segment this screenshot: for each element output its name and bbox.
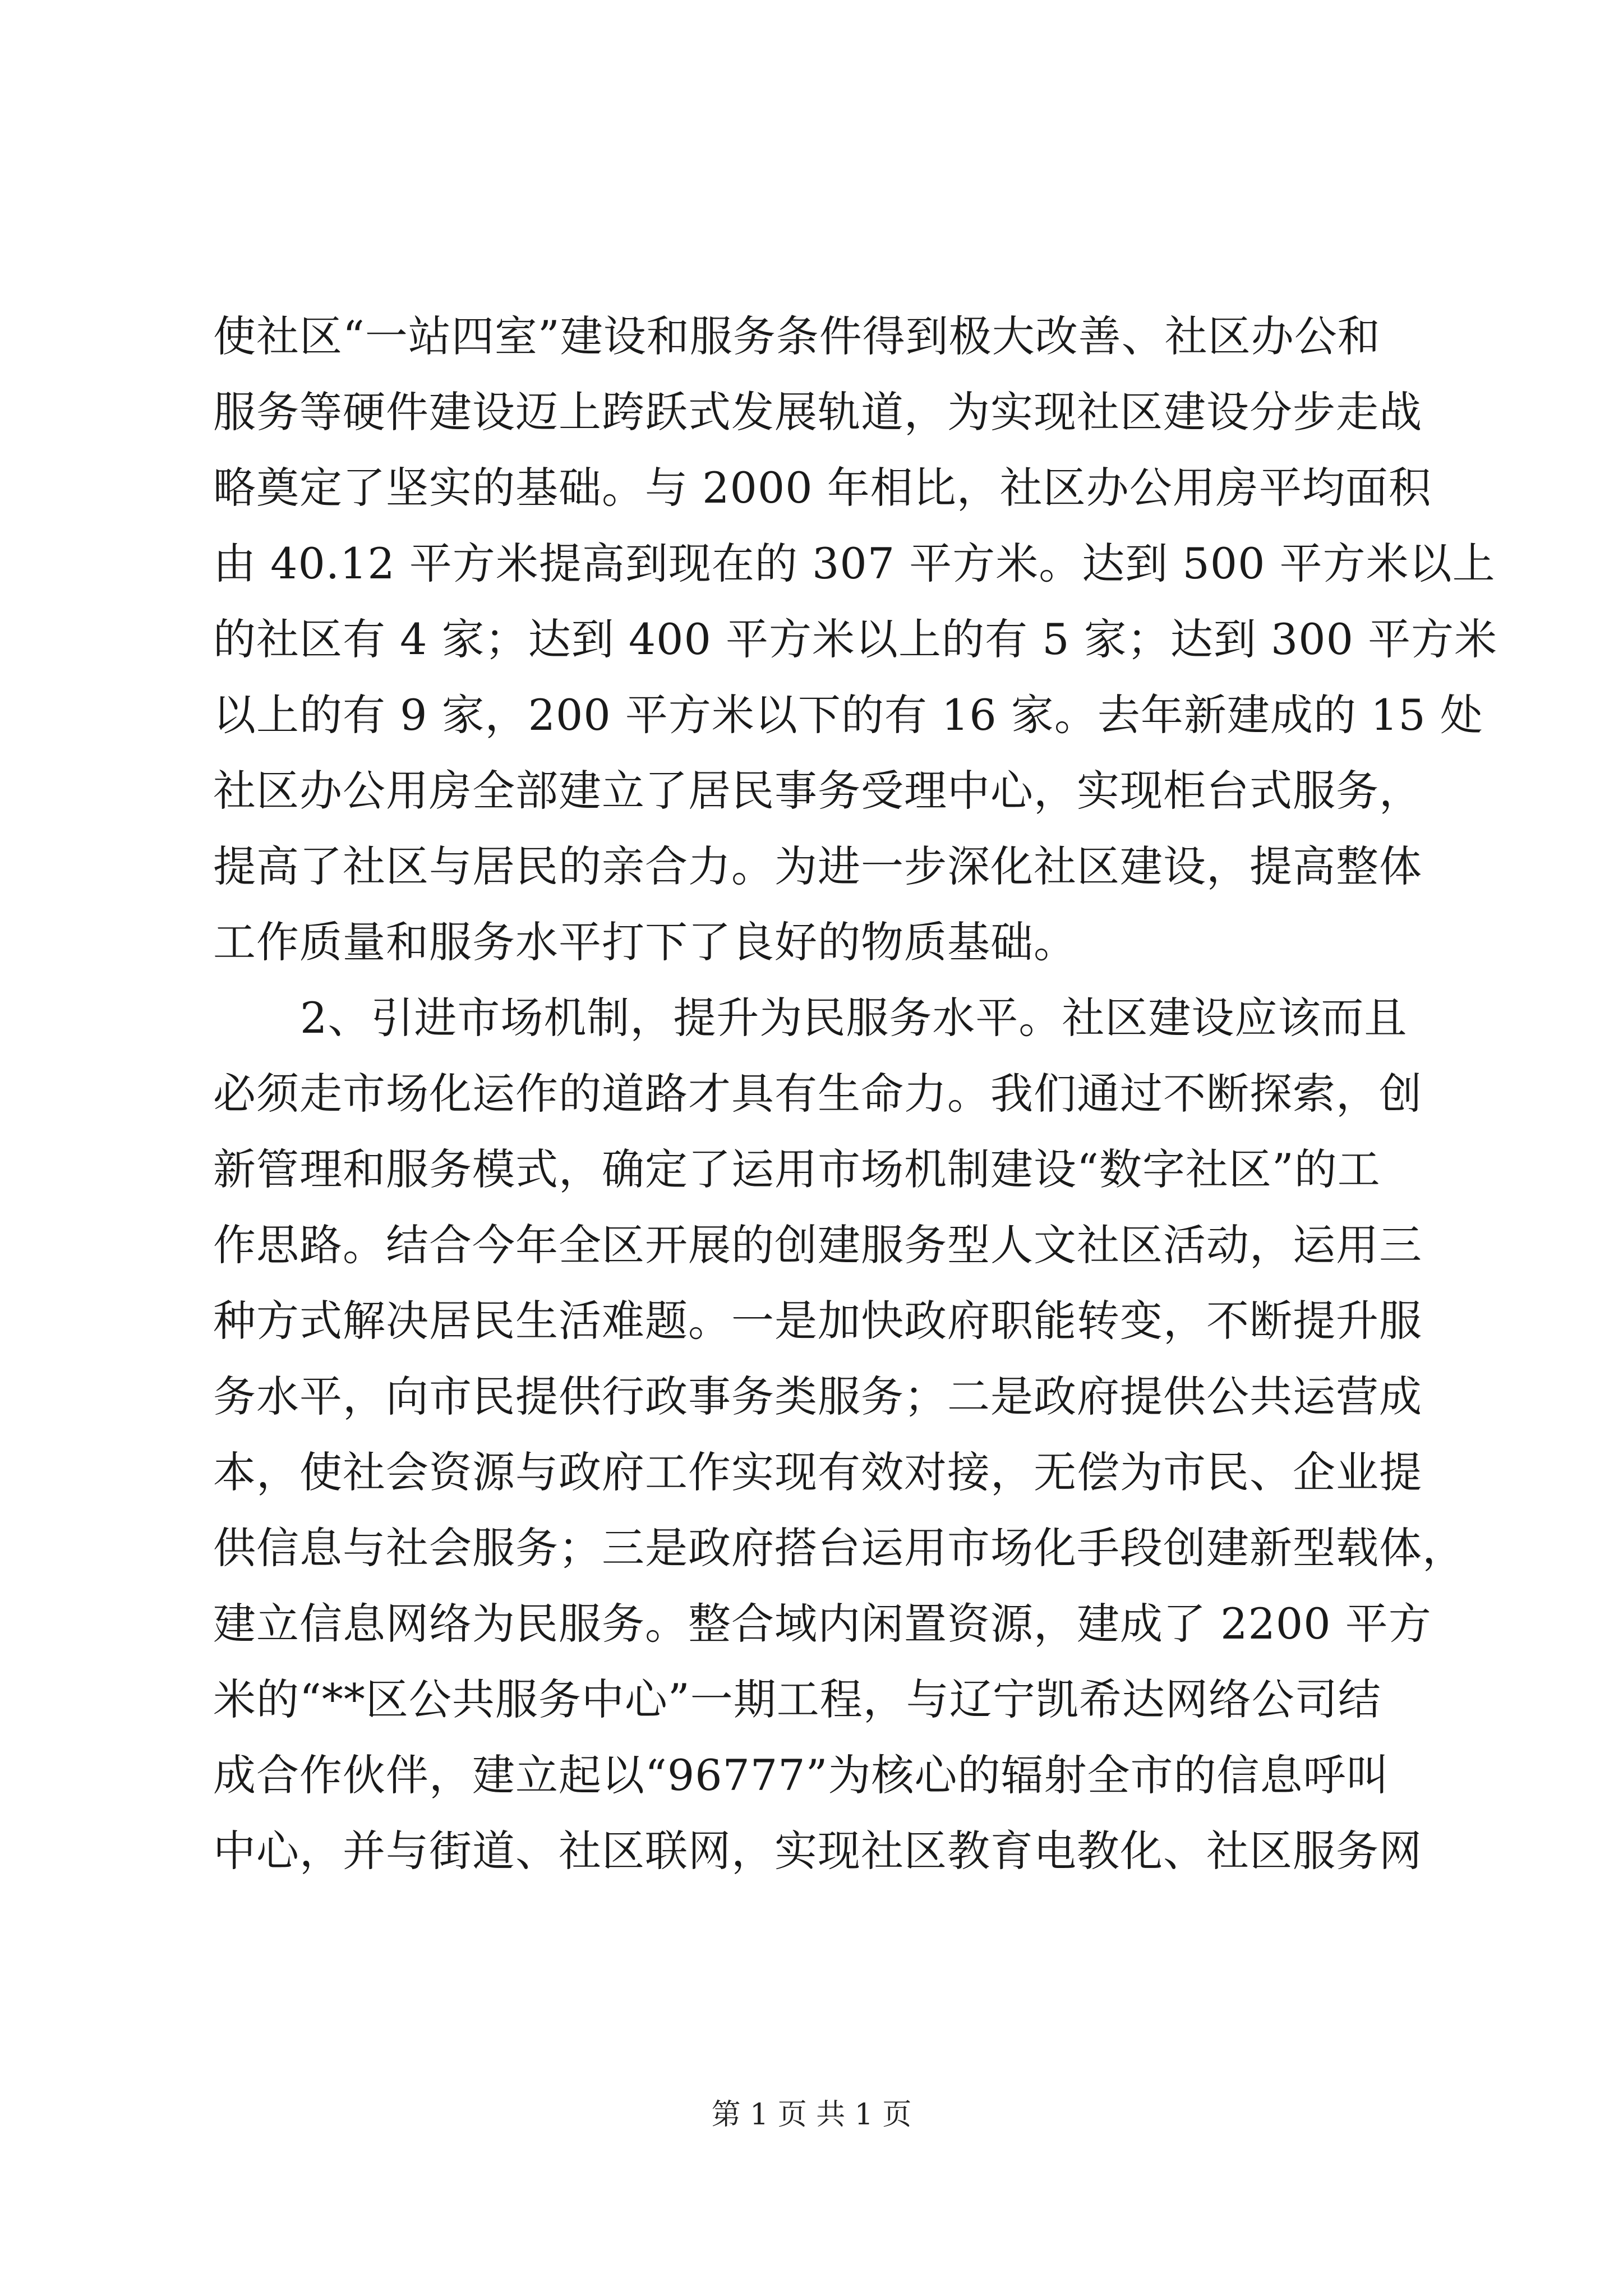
body-text-line-20: 成合作伙伴，建立起以“96777”为核心的辐射全市的信息呼叫 [213, 1750, 1390, 1800]
body-text-line-15: 务水平，向市民提供行政事务类服务；二是政府提供公共运营成 [213, 1372, 1422, 1421]
body-text-line-14: 种方式解决居民生活难题。一是加快政府职能转变，不断提升服 [213, 1296, 1422, 1346]
body-text-line-18: 建立信息网络为民服务。整合域内闲置资源，建成了 2200 平方 [213, 1599, 1432, 1649]
body-text-line-8: 提高了社区与居民的亲合力。为进一步深化社区建设，提高整体 [213, 841, 1422, 891]
body-text-line-4: 由 40.12 平方米提高到现在的 307 平方米。达到 500 平方米以上 [213, 539, 1496, 588]
body-text-line-13: 作思路。结合今年全区开展的创建服务型人文社区活动，运用三 [213, 1220, 1422, 1270]
body-text-line-12: 新管理和服务模式，确定了运用市场机制建设“数字社区”的工 [213, 1144, 1381, 1194]
body-text-line-6: 以上的有 9 家，200 平方米以下的有 16 家。去年新建成的 15 处 [213, 690, 1483, 740]
body-text-line-11: 必须走市场化运作的道路才具有生命力。我们通过不断探索，创 [213, 1069, 1422, 1119]
body-text-line-9: 工作质量和服务水平打下了良好的物质基础。 [213, 917, 1077, 967]
body-text-line-5: 的社区有 4 家；达到 400 平方米以上的有 5 家；达到 300 平方米 [213, 614, 1498, 664]
paragraph-2-first-line: 2、引进市场机制，提升为民服务水平。社区建设应该而且 [300, 993, 1408, 1043]
body-text-line-7: 社区办公用房全部建立了居民事务受理中心，实现柜台式服务， [213, 766, 1422, 816]
page-number-footer: 第 1 页 共 1 页 [711, 2098, 912, 2132]
body-text-line-19: 米的“**区公共服务中心”一期工程，与辽宁凯希达网络公司结 [213, 1674, 1381, 1724]
body-text-line-2: 服务等硬件建设迈上跨跃式发展轨道，为实现社区建设分步走战 [213, 387, 1422, 437]
body-text-line-17: 供信息与社会服务；三是政府搭台运用市场化手段创建新型载体， [213, 1523, 1465, 1573]
body-text-line-16: 本，使社会资源与政府工作实现有效对接，无偿为市民、企业提 [213, 1447, 1422, 1497]
body-text-line-21: 中心，并与街道、社区联网，实现社区教育电教化、社区服务网 [213, 1826, 1422, 1876]
body-text-line-3: 略奠定了坚实的基础。与 2000 年相比，社区办公用房平均面积 [213, 463, 1432, 513]
body-text-line-1: 使社区“一站四室”建设和服务条件得到极大改善、社区办公和 [213, 311, 1381, 361]
